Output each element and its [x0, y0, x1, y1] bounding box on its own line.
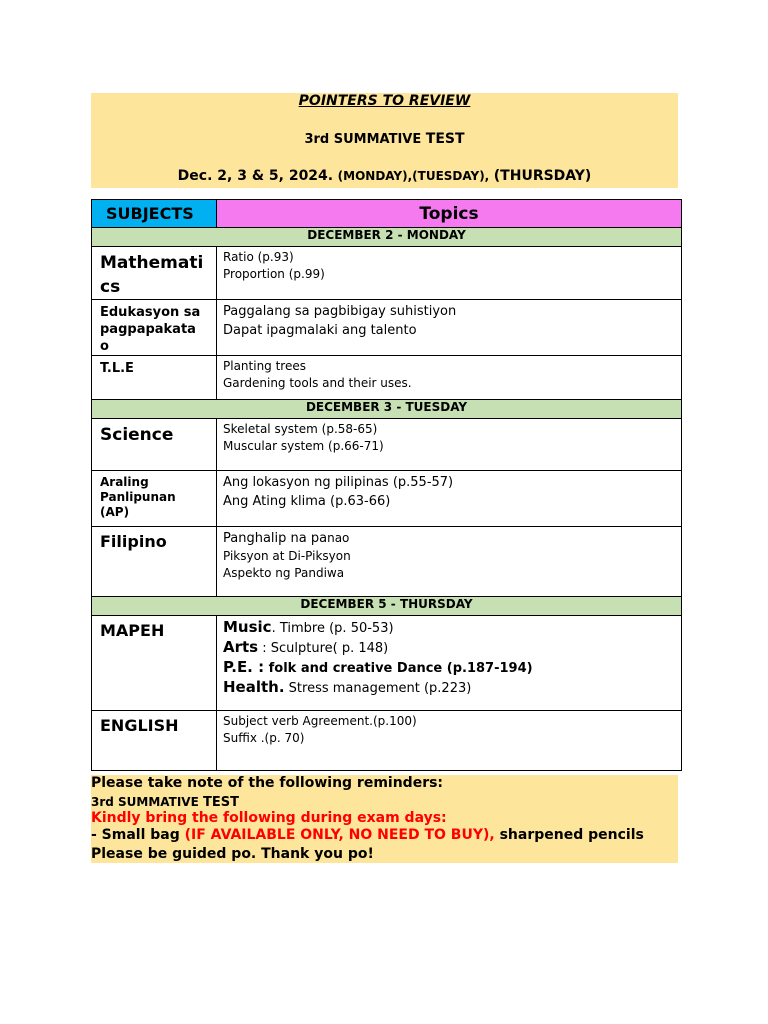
topic-item: Planting trees	[223, 359, 306, 373]
table-row	[92, 300, 682, 356]
subject-cell	[92, 419, 217, 471]
exam-dates	[91, 168, 678, 184]
subject-label: cs	[100, 277, 121, 297]
subject-cell	[92, 527, 217, 597]
day-row-thursday	[92, 597, 682, 616]
subject-label: Araling	[100, 475, 149, 489]
exam-date-days: (MONDAY),(TUESDAY),	[337, 169, 490, 183]
topic-label: P.E. :	[223, 658, 265, 676]
topic-label: Music	[223, 618, 272, 636]
subject-cell	[92, 471, 217, 527]
topic-item: Subject verb Agreement.(p.100)	[223, 714, 417, 728]
topic-item	[223, 658, 675, 678]
closing-note: Please be guided po. Thank you po!	[91, 846, 374, 862]
test-name	[91, 131, 678, 147]
topic-item: Ang Ating klima (p.63-66)	[223, 494, 391, 509]
topic-text: : Sculpture( p. 148)	[258, 641, 389, 656]
exam-date-thursday: (THURSDAY)	[493, 168, 592, 184]
subject-label: Filipino	[100, 532, 167, 551]
test-name-prefix: 3rd SUMMATIVE	[304, 132, 422, 147]
subject-label: Science	[100, 425, 174, 445]
topic-item: Ang lokasyon ng pilipinas (p.55-57)	[223, 475, 454, 490]
day-row-tuesday	[92, 400, 682, 419]
topics-cell	[217, 711, 682, 771]
topic-text: Panghalip na pa	[223, 531, 328, 546]
topic-text: nao	[327, 531, 350, 545]
exam-date-main: Dec. 2, 3 & 5, 2024.	[177, 168, 334, 184]
subject-cell	[92, 300, 217, 356]
bring-item-text: - Small bag	[91, 827, 185, 843]
topic-item: Proportion (p.99)	[223, 267, 325, 281]
table-header-row	[92, 200, 682, 228]
subject-label: pagpapakata	[100, 322, 196, 337]
topic-text: Stress management (p.223)	[284, 681, 472, 696]
topic-item	[223, 529, 675, 548]
header-banner	[91, 93, 678, 188]
topic-item: Suffix .(p. 70)	[223, 731, 305, 745]
topics-cell	[217, 247, 682, 300]
topics-cell	[217, 356, 682, 400]
topics-column-header: Topics	[217, 200, 682, 228]
subject-cell	[92, 356, 217, 400]
topic-item: Piksyon at Di-Piksyon	[223, 549, 351, 563]
subject-label: ENGLISH	[100, 716, 179, 735]
bring-items-heading: Kindly bring the following during exam days:	[91, 810, 447, 826]
table-row	[92, 711, 682, 771]
page-title: POINTERS TO REVIEW	[298, 93, 471, 109]
subject-label: Mathemati	[100, 253, 204, 273]
topics-cell	[217, 419, 682, 471]
topics-cell	[217, 616, 682, 711]
bring-item-text: sharpened pencils	[494, 827, 644, 843]
topic-label: Arts	[223, 638, 259, 656]
table-row	[92, 616, 682, 711]
subject-cell	[92, 616, 217, 711]
topic-item: Aspekto ng Pandiwa	[223, 566, 345, 580]
table-row	[92, 471, 682, 527]
day-row-monday	[92, 228, 682, 247]
topic-label: Health.	[223, 678, 285, 696]
table-row	[92, 527, 682, 597]
topic-item: Skeletal system (p.58-65)	[223, 422, 378, 436]
day-label: DECEMBER 2 - MONDAY	[92, 228, 682, 247]
topics-cell	[217, 527, 682, 597]
topic-item	[223, 618, 675, 638]
test-name-prefix: 3rd SUMMATIVE	[91, 795, 199, 809]
subjects-column-header: SUBJECTS	[92, 200, 217, 228]
reminders-heading: Please take note of the following reminders:	[91, 775, 444, 791]
table-row	[92, 419, 682, 471]
bring-item-note: (IF AVAILABLE ONLY, NO NEED TO BUY),	[184, 827, 495, 843]
topic-item	[223, 638, 675, 658]
subject-label: Panlipunan	[100, 490, 176, 504]
day-label: DECEMBER 3 - TUESDAY	[92, 400, 682, 419]
topic-text: . Timbre (p. 50-53)	[271, 621, 394, 636]
topic-item	[223, 678, 675, 698]
test-name-suffix: TEST	[202, 795, 239, 810]
subject-label: MAPEH	[100, 621, 165, 640]
schedule-table	[91, 199, 682, 771]
subject-label: o	[100, 339, 109, 354]
topic-item: Muscular system (p.66-71)	[223, 439, 384, 453]
subject-label: Edukasyon sa	[100, 305, 201, 320]
table-row	[92, 356, 682, 400]
topics-cell	[217, 300, 682, 356]
day-label: DECEMBER 5 - THURSDAY	[92, 597, 682, 616]
subject-label: T.L.E	[100, 361, 134, 376]
topics-cell	[217, 471, 682, 527]
topic-text: folk and creative Dance (p.187-194)	[264, 661, 533, 676]
reminders-box	[91, 775, 678, 863]
test-name-suffix: TEST	[425, 131, 465, 147]
bring-items-line	[91, 827, 644, 843]
topic-item: Gardening tools and their uses.	[223, 376, 412, 390]
topic-item: Dapat ipagmalaki ang talento	[223, 323, 417, 338]
subject-label: (AP)	[100, 505, 130, 519]
table-row	[92, 247, 682, 300]
topic-item: Paggalang sa pagbibigay suhistiyon	[223, 304, 457, 319]
subject-cell	[92, 711, 217, 771]
subject-cell	[92, 247, 217, 300]
topic-item: Ratio (p.93)	[223, 250, 294, 264]
reminders-test-name	[91, 795, 239, 810]
